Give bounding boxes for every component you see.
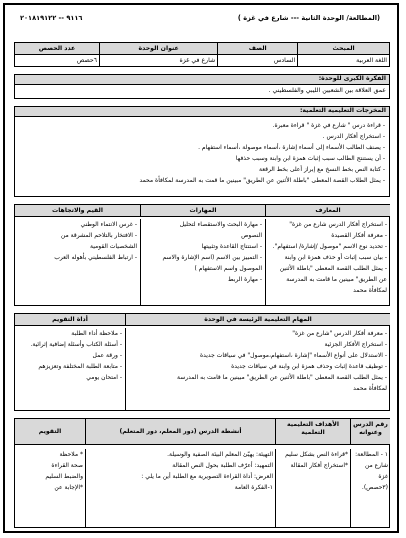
info-header-grade: الصف	[218, 43, 298, 55]
assessment-item: - امتحان يومي	[86, 374, 122, 381]
lesson-table	[14, 418, 390, 528]
evaluation-line: صحة القراءة	[51, 462, 83, 469]
knowledge-item: لمكافأة محمد	[353, 287, 387, 294]
document-title: (المطالعة/ الوحدة الثانية --- شارع في غزة )	[237, 14, 380, 22]
lesson-header-activities: أنشطة الدرس (دور المعلم، دور المتعلم)	[85, 419, 275, 445]
lesson-header-evaluation: التقويم	[15, 419, 85, 445]
value-item: الشخصيات القومية	[90, 243, 137, 250]
skills-list	[140, 219, 265, 305]
main-tasks-header: المهام التعليمية الرئيسة في الوحدة	[125, 314, 390, 326]
activity-line: التهيئة: يهيّئ المعلم البيئة الصفية والوسيلة.	[167, 451, 273, 458]
knowledge-list	[265, 219, 390, 305]
outcomes-list	[14, 117, 390, 197]
outcomes-label: المخرجات التعليمية التعلمية:	[14, 106, 390, 117]
task-item: - الاستدلال على أنواع الأسماء "إشارة ،استفهام،موصول" في سياقات جديدة	[199, 352, 387, 359]
assessment-header: أداة التقويم	[15, 314, 125, 326]
lesson-header-objectives: الأهداف التعليمية التعلمية	[275, 419, 350, 445]
values-list	[15, 219, 140, 305]
assessment-list	[15, 328, 125, 410]
task-item: - استخراج الأفكار الجزئية	[324, 341, 387, 348]
outcome-item: - قراءة درس " شارع في غزة " قراءة معبرة.	[272, 122, 385, 129]
outcome-item: - يصنف الطالب الأسماء إلى أسماء إشارة ،أسماء موصولة ،أسماء استفهام .	[198, 144, 385, 151]
outcome-item: - أن يستنتج الطالب سبب إثبات همزة ابن وابنة وسبب حذفها	[235, 155, 385, 162]
phone-number: ٩١١٦ -- ٢٠١٨١٩١٢٢	[20, 14, 83, 22]
skill-item: - استنتاج القاعدة وتثبيتها	[201, 243, 262, 250]
outcome-item: - استخراج أفكار الدرس .	[322, 133, 385, 140]
assessment-item: - متابعة الطلبة المختلفة وتعزيزهم	[38, 363, 122, 370]
info-unit: شارع في غزة	[100, 55, 218, 67]
lesson-activities-cell	[85, 449, 275, 527]
info-grade: السادس	[218, 55, 298, 67]
knowledge-item: - معرفة أفكار القصيدة	[331, 232, 387, 239]
knowledge-item: - استخراج أفكار الدرس شارع من غزة"	[289, 221, 387, 228]
lesson-number-line: (٣حصص).	[361, 484, 388, 491]
activity-line: التمهيد: أعرّف الطلبة بحول النص المقالة	[172, 462, 273, 469]
value-item: - الافتخار بالتلاحم المشرقة من	[60, 232, 137, 239]
value-item: - ارتباط الفلسطيني بأهوله العرب	[54, 254, 137, 261]
lesson-number-cell	[350, 449, 390, 527]
lesson-evaluation-cell	[15, 449, 85, 527]
tasks-assessment-box	[14, 313, 390, 411]
info-header-subject: المبحث	[298, 43, 390, 55]
skill-item: - مهارة الربط	[228, 276, 262, 283]
assessment-item: - أسئلة الكتاب وأسئلة إضافية إثرائية.	[30, 341, 122, 348]
objective-line: *استخراج أفكار المقالة	[290, 462, 348, 469]
task-item: - توظيف قاعدة إثبات وحذف همزة ابن وابنة في سياقات جديدة	[231, 363, 387, 370]
lesson-header-number: رقم الدرس وعنوانه	[350, 419, 390, 445]
lesson-objectives-cell	[275, 449, 350, 527]
task-item: - معرفة أفكار الدرس "شارع من غزة"	[292, 330, 387, 337]
info-header-unit: عنوان الوحدة	[100, 43, 218, 55]
values-header: القيم والاتجاهات	[15, 205, 140, 217]
main-tasks-list	[125, 328, 390, 410]
skill-item: الموصول واسم الاستفهام )	[194, 265, 262, 272]
evaluation-line: * ملاحظة	[59, 451, 83, 458]
task-item: لمكافأة محمد	[353, 385, 387, 392]
knowledge-item: - تحديد نوع الاسم "موصول /إشارة/ استفهام".	[272, 243, 387, 250]
objective-line: *قراءة النص بشكل سليم	[285, 451, 348, 458]
big-idea-text: عمق العلاقة بين الشعبين الليبي والفلسطيني .	[14, 85, 390, 99]
info-lessons: ٦حصص	[15, 55, 100, 67]
info-table	[14, 42, 390, 67]
three-column-box	[14, 204, 390, 306]
knowledge-item: عن الطريق" مبينين ما قامت به المدرسة	[286, 276, 387, 283]
skill-item: - مهارة البحث والاستقصاء لتحليل	[179, 221, 262, 228]
knowledge-header: المعارف	[265, 205, 390, 217]
info-header-lessons: عدد الحصص	[15, 43, 100, 55]
skill-item: - التمييز بين الاسم (اسم الإشارة والاسم	[162, 254, 262, 261]
outcome-item: - يمثل الطلاب القصة المعطى "باطلة الأثنين عن الطريق" مبينين ما قمت به المدرسة لمكافأة محمد	[139, 177, 385, 184]
knowledge-item: - يمثل الطلب القصة المعطى "باطلة الأثنين	[279, 265, 387, 272]
task-item: - يمثل الطلب القصة المعطى "باطلة الأثنين عن الطريق" مبينين ما قامت به المدرسة	[177, 374, 387, 381]
lesson-number-line: شارع من	[364, 462, 388, 469]
activity-line: العرض: أداة القراءة التصويرية مع الطلبة أين ما يلي :	[141, 473, 273, 480]
info-subject: اللغة العربية	[298, 55, 390, 67]
assessment-item: - ملاحظة أداء الطلبة	[71, 330, 122, 337]
outcome-item: - كتابة النص بخط النسخ مع إبراز أعلى بخط الرقعة	[258, 166, 385, 173]
lesson-number-line: غزة	[378, 473, 388, 480]
skill-item: النصوص	[241, 232, 262, 239]
evaluation-line: *الإجابة عن	[54, 484, 83, 491]
knowledge-item: - بيان سبب إثبات أو حذف همزة ابن وابنة	[284, 254, 387, 261]
activity-line: ١-الفكرة العامة	[234, 484, 273, 491]
lesson-number-line: ١ - المطالعة:	[355, 451, 388, 458]
evaluation-line: والضبط السليم	[45, 473, 83, 480]
big-idea-label: الفكرة الكبرى للوحدة:	[14, 74, 390, 85]
skills-header: المهارات	[140, 205, 265, 217]
value-item: - غرس الانتماء الوطني	[80, 221, 137, 228]
assessment-item: - ورقة عمل	[92, 352, 122, 359]
